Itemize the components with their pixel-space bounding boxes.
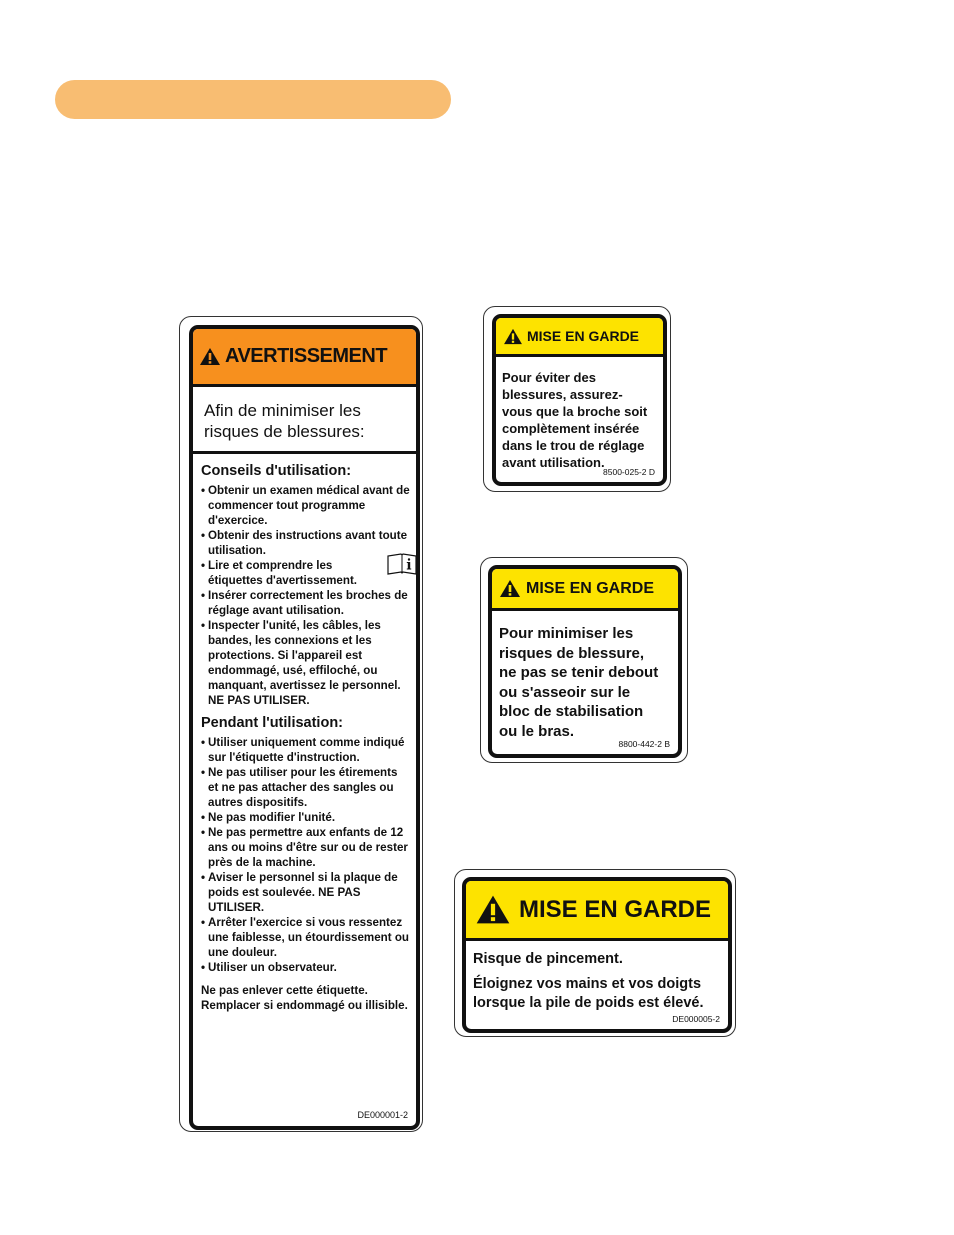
label-code: 8800-442-2 B [618, 739, 670, 749]
warning-triangle-icon [499, 579, 521, 598]
list-item: • Ne pas permettre aux enfants de 12 ans ou moins d'être sur ou de rester près de la machine. [201, 825, 410, 870]
label-code: 8500-025-2 D [603, 467, 655, 477]
warning-triangle-icon [199, 347, 221, 366]
caution-line: Risque de pincement. [473, 951, 623, 967]
warning-intro [193, 387, 416, 454]
caution-title: MISE EN GARDE [519, 895, 712, 923]
section-title: Pendant l'utilisation: [201, 715, 344, 731]
manual-book-icon [386, 552, 418, 576]
caution-line: bloc de stabilisation [499, 703, 644, 720]
warning-intro-line: risques de blessures: [204, 422, 365, 441]
warning-triangle-icon [503, 328, 523, 345]
caution-line: ou le bras. [499, 722, 575, 740]
caution-line: complètement insérée [502, 421, 640, 436]
caution-title: MISE EN GARDE [527, 328, 640, 344]
caution-header [492, 569, 678, 611]
list-item: • Utiliser un observateur. [201, 960, 410, 975]
caution-text [496, 357, 663, 471]
caution-title: MISE EN GARDE [526, 579, 655, 597]
warning-footer: Ne pas enlever cette étiquette. Remplacer si endommagé ou illisible. [201, 984, 408, 1012]
label-code: DE000005-2 [672, 1014, 720, 1024]
caution-header [466, 881, 728, 941]
caution-label-1 [492, 314, 667, 486]
list-item: • Obtenir des instructions avant toute utilisation. [201, 528, 410, 558]
warning-title: AVERTISSEMENT [225, 345, 388, 367]
list-item: • Arrêter l'exercice si vous ressentez une faiblesse, un étourdissement ou une douleur. [201, 915, 410, 960]
caution-header [496, 318, 663, 357]
warning-label [189, 325, 420, 1130]
caution-line: ou s'asseoir sur le [499, 683, 631, 701]
list-item: • Inspecter l'unité, les câbles, les bandes, les connexions et les protections. Si l'appareil est endommagé, usé, effiloché, ou manquant, avertissez le personnel. NE PAS UTILISER. [201, 618, 410, 708]
caution-line: Éloignez vos mains et vos doigts [473, 976, 702, 992]
list-item: • Ne pas modifier l'unité. [201, 810, 410, 825]
list-item: • Insérer correctement les broches de réglage avant utilisation. [201, 588, 410, 618]
warning-intro-line: Afin de minimiser les [204, 401, 361, 420]
caution-line: vous que la broche soit [502, 404, 648, 419]
caution-line: Pour éviter des [502, 370, 596, 385]
list-item: • Ne pas utiliser pour les étirements et ne pas attacher des sangles ou autres dispositifs. [201, 765, 410, 810]
caution-line: ne pas se tenir debout [499, 664, 659, 681]
warning-triangle-icon [475, 894, 511, 925]
list-item: • Obtenir un examen médical avant de commencer tout programme d'exercice. [201, 483, 410, 528]
section2-list [201, 735, 410, 975]
list-item: • Utiliser uniquement comme indiqué sur l'étiquette d'instruction. [201, 735, 410, 765]
warning-body [193, 454, 416, 1013]
caution-line: avant utilisation. [502, 455, 605, 470]
list-item: • Lire et comprendre les étiquettes d'avertissement. [201, 558, 410, 588]
caution-label-2 [488, 565, 682, 758]
section1-list [201, 483, 410, 708]
caution-line: blessures, assurez- [502, 387, 623, 402]
caution-line: Pour minimiser les [499, 625, 634, 642]
list-item: • Aviser le personnel si la plaque de poids est soulevée. NE PAS UTILISER. [201, 870, 410, 915]
caution-line: risques de blessure, [499, 644, 645, 662]
caution-text [466, 941, 728, 1013]
caution-line: dans le trou de réglage [502, 438, 645, 453]
caution-label-3 [462, 877, 732, 1033]
section-title: Conseils d'utilisation: [201, 463, 352, 479]
section-header-bar [55, 80, 451, 119]
warning-header [193, 329, 416, 387]
label-code: DE000001-2 [357, 1110, 408, 1120]
caution-text [492, 611, 678, 741]
caution-line: lorsque la pile de poids est élevé. [473, 995, 704, 1011]
